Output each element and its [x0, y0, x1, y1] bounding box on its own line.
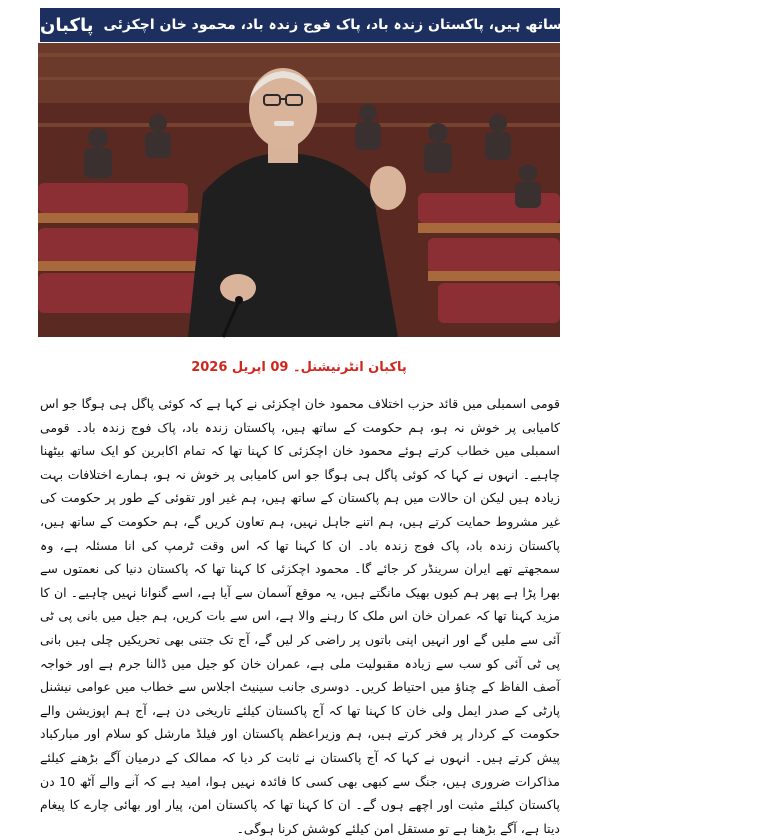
headline: جنگ بدی پر ہم حکومت کے ساتھ ہیں، پاکستان زندہ باد، پاک فوج زندہ باد، محمود خان اچکزئی	[103, 17, 748, 33]
dateline: پاکبان انٹرنیشنل۔ 09 اپریل 2026	[191, 360, 407, 375]
news-photo	[38, 43, 560, 337]
header-bar	[38, 8, 748, 42]
brand-logo: پاکبان	[38, 8, 93, 42]
article-body: قومی اسمبلی میں قائد حزب اختلاف محمود خان اچکزئی نے کہا ہے کہ کوئی پاگل ہی ہوگا جو اس کامیابی پر خوش نہ ہو، ہم حکومت کے ساتھ ہیں، پاکستان زندہ باد، پاک فوج زندہ باد۔ قومی اسمبلی میں خطاب کرتے ہوئے محمود خان اچکزئی کا کہنا تھا کہ تمام اکابرین کو ایک ساتھ بیٹھنا چاہیے۔ انہوں نے کہا کہ کوئی پاگل ہی ہوگا جو اس کامیابی پر خوش نہ ہو، ہمارے اختلافات بہت زیادہ ہیں لیکن ان حالات میں ہم پاکستان کے ساتھ ہیں، ہم غیر اور تقوئی کے طور پر حکومت کی غیر مشروط حمایت کرتے ہیں، ہم اتنے جاہل نہیں، ہم تعاون کریں گے، ہم حکومت کے ساتھ ہیں، پاکستان زندہ باد، پاک فوج زندہ باد۔ ان کا کہنا تھا کہ اس وقت ٹرمپ کی انا مسئلہ ہے، وہ سمجھتے تھے ایران سرینڈر کر جائے گا۔ محمود اچکزئی کا کہنا تھا کہ پاکستان دنیا کی نعمتوں سے بھرا پڑا ہے پھر ہم کیوں بھیک مانگتے ہیں، یہ موقع آسمان سے آیا ہے، اسے گنوانا نہیں چاہیے۔ ان کا مزید کہنا تھا کہ عمران خان اس ملک کا رہنے والا ہے، اس سے بات کریں، ہم جیل میں بانی پی ٹی آئی سے ملیں گے اور انہیں اپنی باتوں پر راضی کر لیں گے، آج تک جتنی بھی تحریکیں چلی ہیں بانی پی ٹی آئی کو سب سے زیادہ مقبولیت ملی ہے، عمران خان کو جیل میں ڈالنا جرم ہے اور خواجہ آصف الفاظ کے چناؤ میں احتیاط کریں۔ دوسری جانب سینیٹ اجلاس سے خطاب میں عوامی نیشنل پارٹی کے صدر ایمل ولی خان کا کہنا تھا کہ آج پاکستان کیلئے تاریخی دن ہے، آج ہم اپوزیشن والے حکومت کے کردار پر فخر کرتے ہیں، ہم وزیراعظم پاکستان اور فیلڈ مارشل کو سلام اور مبارکباد پیش کرتے ہیں۔ انہوں نے کہا کہ آج پاکستان نے ثابت کر دیا کہ ممالک کے درمیان آگے بڑھنے کیلئے مذاکرات ضروری ہیں، جنگ سے کبھی بھی کسی کا فائدہ نہیں ہوا، امید ہے کہ آنے والے آٹھ 10 دن پاکستان کیلئے مثبت اور اچھے ہوں گے۔ ان کا کہنا تھا کہ پاکستان امن، پیار اور بھائی چارے کا پیغام دیتا ہے، آگے بڑھنا ہے تو مستقل امن کیلئے کوشش کرنا ہوگی۔	[40, 396, 560, 836]
